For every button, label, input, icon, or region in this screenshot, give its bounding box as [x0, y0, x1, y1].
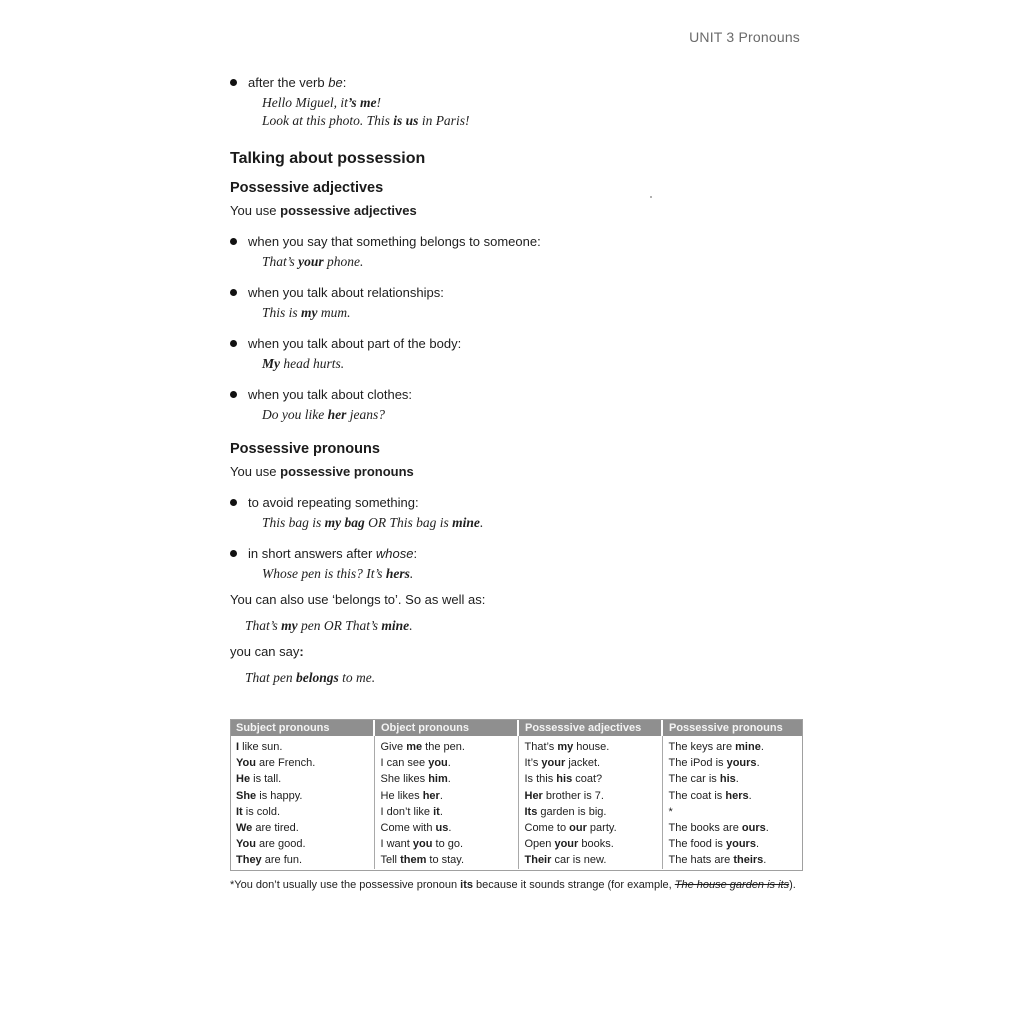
- bullet-icon: [230, 550, 237, 557]
- table-row: [230, 771, 803, 787]
- example-sentence: That’s my pen OR That’s mine.: [245, 618, 413, 633]
- bullet-icon: [230, 238, 237, 245]
- table-cell: Her brother is 7.: [518, 788, 662, 804]
- table-cell: Is this his coat?: [518, 771, 662, 787]
- list-item: when you talk about relationships:: [230, 285, 444, 300]
- table-cell: The car is his.: [668, 773, 739, 786]
- list-item: in short answers after whose:: [230, 546, 417, 561]
- table-cell: The keys are mine.: [668, 741, 764, 754]
- example-sentence: Hello Miguel, it’s me!: [262, 95, 381, 110]
- list-item: when you talk about part of the body:: [230, 336, 461, 351]
- table-cell: We are tired.: [230, 820, 374, 836]
- table-cell: Open your books.: [518, 836, 662, 852]
- column-header: Object pronouns: [374, 719, 518, 736]
- table-cell: It’s your jacket.: [518, 755, 662, 771]
- list-item: when you say that something belongs to someone:: [230, 234, 541, 249]
- paragraph: you can say:: [230, 644, 304, 659]
- table-cell: That’s my house.: [518, 736, 662, 755]
- table-row: [230, 755, 803, 771]
- table-cell: He likes her.: [374, 788, 518, 804]
- table-row: [230, 788, 803, 804]
- table-cell: The hats are theirs.: [668, 854, 767, 867]
- example-sentence: That pen belongs to me.: [245, 670, 376, 685]
- example-sentence: This bag is my bag OR This bag is mine.: [262, 515, 484, 530]
- table-cell: The iPod is yours.: [668, 757, 760, 770]
- list-item: when you talk about clothes:: [230, 387, 412, 402]
- table-cell: I want you to go.: [374, 836, 518, 852]
- example-sentence: This is my mum.: [262, 305, 351, 320]
- table-cell: Come to our party.: [518, 820, 662, 836]
- section-title: Talking about possession: [230, 150, 426, 167]
- bullet-icon: [230, 79, 237, 86]
- table-cell: They are fun.: [230, 852, 374, 868]
- table-cell: He is tall.: [230, 771, 374, 787]
- table-cell: You are French.: [230, 755, 374, 771]
- table-cell: Come with us.: [374, 820, 518, 836]
- page-header: UNIT 3 Pronouns: [689, 29, 800, 45]
- paragraph: You use possessive pronouns: [230, 464, 414, 479]
- table-cell: I don’t like it.: [374, 804, 518, 820]
- table-cell: She is happy.: [230, 788, 374, 804]
- example-sentence: Do you like her jeans?: [262, 407, 385, 422]
- pronoun-table: [230, 719, 803, 869]
- table-cell: The food is yours.: [668, 838, 760, 851]
- example-sentence: Look at this photo. This is us in Paris!: [262, 113, 470, 128]
- footnote: *You don’t usually use the possessive pronoun its because it sounds strange (for example, The house garden is its).: [230, 879, 796, 891]
- table-row: [230, 852, 803, 868]
- paragraph: You can also use ‘belongs to’. So as well as:: [230, 592, 486, 607]
- table-row: [230, 820, 803, 836]
- table-header-row: [230, 719, 803, 736]
- table-cell: Tell them to stay.: [374, 852, 518, 868]
- table-row: [230, 736, 803, 755]
- table-cell: Their car is new.: [518, 852, 662, 868]
- table-row: [230, 836, 803, 852]
- subsection-title: Possessive adjectives: [230, 180, 384, 196]
- table-cell: You are good.: [230, 836, 374, 852]
- example-sentence: My head hurts.: [262, 356, 345, 371]
- column-header: Subject pronouns: [230, 719, 374, 736]
- bullet-icon: [230, 391, 237, 398]
- bullet-icon: [230, 340, 237, 347]
- list-item: after the verb be:: [230, 75, 346, 90]
- column-header: Possessive adjectives: [518, 719, 662, 736]
- table-cell: *: [668, 805, 673, 818]
- table-cell: The books are ours.: [668, 822, 769, 835]
- table-cell: Its garden is big.: [518, 804, 662, 820]
- table-cell: I can see you.: [374, 755, 518, 771]
- table-cell: The coat is hers.: [668, 789, 752, 802]
- table-cell: I like sun.: [230, 736, 374, 755]
- table-cell: She likes him.: [374, 771, 518, 787]
- scan-speck: [650, 196, 652, 198]
- table-cell: It is cold.: [230, 804, 374, 820]
- bullet-icon: [230, 289, 237, 296]
- list-item: to avoid repeating something:: [230, 495, 419, 510]
- table-row: [230, 804, 803, 820]
- paragraph: You use possessive adjectives: [230, 203, 417, 218]
- bullet-icon: [230, 499, 237, 506]
- example-sentence: That’s your phone.: [262, 254, 364, 269]
- column-header: Possessive pronouns: [662, 719, 803, 736]
- subsection-title: Possessive pronouns: [230, 441, 380, 457]
- table-cell: Give me the pen.: [374, 736, 518, 755]
- example-sentence: Whose pen is this? It’s hers.: [262, 566, 414, 581]
